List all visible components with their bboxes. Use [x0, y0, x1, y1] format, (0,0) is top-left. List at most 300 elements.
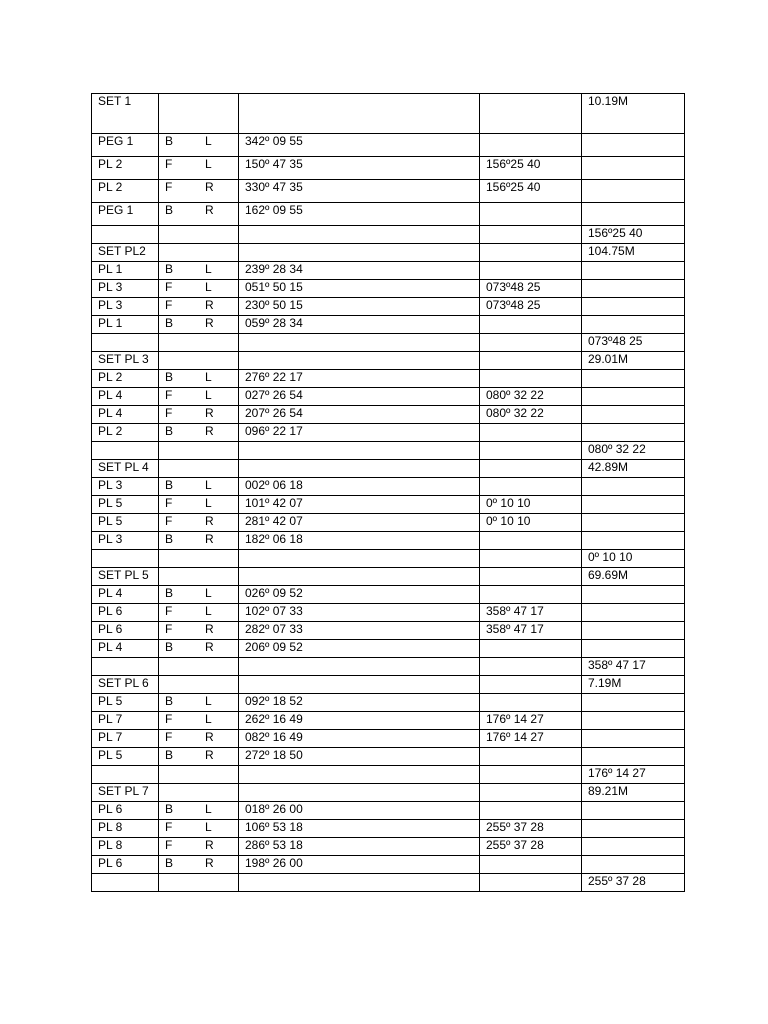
mean-cell: 073º48 25	[480, 298, 582, 316]
face-side-cell	[159, 478, 239, 496]
reading-cell	[239, 874, 480, 892]
table-row	[92, 676, 685, 694]
station-cell	[92, 334, 159, 352]
face-side-group	[165, 658, 238, 672]
face-side-group	[165, 622, 238, 636]
side-label: L	[205, 280, 212, 294]
table-row	[92, 262, 685, 280]
reading-cell	[239, 766, 480, 784]
table-row	[92, 604, 685, 622]
station-cell: PL 4	[92, 406, 159, 424]
side-label: L	[205, 694, 212, 708]
station-cell: PL 4	[92, 640, 159, 658]
face-label: B	[165, 856, 174, 870]
mean-cell: 255º 37 28	[480, 820, 582, 838]
table-row	[92, 352, 685, 370]
side-label: L	[205, 496, 212, 510]
face-side-group	[165, 496, 238, 510]
mean-cell: 0º 10 10	[480, 496, 582, 514]
result-cell	[582, 280, 685, 298]
face-label: F	[165, 730, 173, 744]
face-label: F	[165, 406, 173, 420]
table-row	[92, 496, 685, 514]
station-cell: PL 1	[92, 316, 159, 334]
mean-cell	[480, 802, 582, 820]
face-side-group	[165, 748, 238, 762]
station-cell: PL 2	[92, 370, 159, 388]
face-label: F	[165, 604, 173, 618]
table-row	[92, 424, 685, 442]
table-row	[92, 748, 685, 766]
mean-cell	[480, 94, 582, 134]
station-cell: PL 6	[92, 856, 159, 874]
mean-cell	[480, 262, 582, 280]
mean-cell: 176º 14 27	[480, 712, 582, 730]
reading-cell: 150º 47 35	[239, 157, 480, 180]
result-cell: 358º 47 17	[582, 658, 685, 676]
result-cell: 10.19M	[582, 94, 685, 134]
result-cell	[582, 514, 685, 532]
table-row	[92, 802, 685, 820]
result-cell	[582, 856, 685, 874]
face-side-cell	[159, 550, 239, 568]
reading-cell	[239, 442, 480, 460]
table-row	[92, 766, 685, 784]
face-side-cell	[159, 352, 239, 370]
side-label: L	[205, 712, 212, 726]
station-cell	[92, 226, 159, 244]
face-side-cell	[159, 694, 239, 712]
face-label: F	[165, 298, 173, 312]
mean-cell	[480, 334, 582, 352]
reading-cell	[239, 334, 480, 352]
reading-cell	[239, 94, 480, 134]
face-side-group	[165, 802, 238, 816]
mean-cell	[480, 352, 582, 370]
reading-cell	[239, 226, 480, 244]
reading-cell: 059º 28 34	[239, 316, 480, 334]
reading-cell	[239, 568, 480, 586]
face-side-cell	[159, 496, 239, 514]
station-cell: SET PL 6	[92, 676, 159, 694]
face-side-group	[165, 784, 238, 798]
table-row	[92, 388, 685, 406]
table-row	[92, 784, 685, 802]
face-side-cell	[159, 244, 239, 262]
result-cell: 42.89M	[582, 460, 685, 478]
result-cell: 29.01M	[582, 352, 685, 370]
face-side-group	[165, 550, 238, 564]
result-cell	[582, 262, 685, 280]
face-side-cell	[159, 748, 239, 766]
face-side-group	[165, 712, 238, 726]
station-cell	[92, 766, 159, 784]
side-label: L	[205, 370, 212, 384]
side-label: L	[205, 604, 212, 618]
face-side-cell	[159, 460, 239, 478]
reading-cell: 027º 26 54	[239, 388, 480, 406]
survey-traverse-table	[91, 93, 685, 892]
side-label: L	[205, 157, 212, 171]
table-row	[92, 586, 685, 604]
face-side-group	[165, 134, 238, 148]
reading-cell: 182º 06 18	[239, 532, 480, 550]
face-side-cell	[159, 820, 239, 838]
face-side-group	[165, 694, 238, 708]
mean-cell	[480, 203, 582, 226]
table-row	[92, 694, 685, 712]
face-side-group	[165, 406, 238, 420]
result-cell	[582, 298, 685, 316]
result-cell	[582, 640, 685, 658]
face-side-group	[165, 334, 238, 348]
mean-cell	[480, 316, 582, 334]
face-label: B	[165, 262, 174, 276]
result-cell: 69.69M	[582, 568, 685, 586]
mean-cell	[480, 676, 582, 694]
side-label: L	[205, 134, 212, 148]
result-cell	[582, 424, 685, 442]
survey-table-body	[92, 94, 685, 892]
side-label: R	[205, 316, 214, 330]
reading-cell	[239, 352, 480, 370]
side-label: R	[205, 748, 214, 762]
face-side-group	[165, 442, 238, 456]
reading-cell	[239, 244, 480, 262]
face-side-cell	[159, 514, 239, 532]
reading-cell	[239, 550, 480, 568]
table-row	[92, 298, 685, 316]
face-label: B	[165, 134, 174, 148]
result-cell: 89.21M	[582, 784, 685, 802]
face-label: F	[165, 180, 173, 194]
table-row	[92, 244, 685, 262]
mean-cell	[480, 460, 582, 478]
face-side-cell	[159, 334, 239, 352]
mean-cell: 176º 14 27	[480, 730, 582, 748]
face-side-group	[165, 203, 238, 217]
face-side-cell	[159, 586, 239, 604]
station-cell: PL 6	[92, 802, 159, 820]
face-side-cell	[159, 604, 239, 622]
station-cell	[92, 874, 159, 892]
result-cell	[582, 694, 685, 712]
mean-cell	[480, 134, 582, 157]
result-cell	[582, 406, 685, 424]
station-cell: SET PL 4	[92, 460, 159, 478]
result-cell	[582, 157, 685, 180]
side-label: L	[205, 820, 212, 834]
reading-cell: 082º 16 49	[239, 730, 480, 748]
side-label: R	[205, 856, 214, 870]
reading-cell: 018º 26 00	[239, 802, 480, 820]
face-label: F	[165, 838, 173, 852]
result-cell	[582, 802, 685, 820]
table-row	[92, 730, 685, 748]
face-side-group	[165, 856, 238, 870]
reading-cell: 272º 18 50	[239, 748, 480, 766]
mean-cell	[480, 442, 582, 460]
face-label: F	[165, 388, 173, 402]
face-side-cell	[159, 712, 239, 730]
reading-cell	[239, 658, 480, 676]
table-row	[92, 712, 685, 730]
face-side-group	[165, 94, 238, 108]
face-side-group	[165, 586, 238, 600]
result-cell	[582, 370, 685, 388]
station-cell: PL 3	[92, 298, 159, 316]
mean-cell: 358º 47 17	[480, 622, 582, 640]
face-side-group	[165, 730, 238, 744]
face-label: F	[165, 514, 173, 528]
mean-cell	[480, 856, 582, 874]
table-row	[92, 280, 685, 298]
table-row	[92, 640, 685, 658]
reading-cell: 162º 09 55	[239, 203, 480, 226]
reading-cell: 282º 07 33	[239, 622, 480, 640]
table-row	[92, 334, 685, 352]
result-cell: 156º25 40	[582, 226, 685, 244]
result-cell	[582, 712, 685, 730]
face-label: F	[165, 622, 173, 636]
station-cell: PL 5	[92, 694, 159, 712]
face-label: B	[165, 203, 174, 217]
mean-cell	[480, 568, 582, 586]
station-cell: SET PL 3	[92, 352, 159, 370]
face-label: F	[165, 712, 173, 726]
face-side-cell	[159, 766, 239, 784]
result-cell	[582, 134, 685, 157]
station-cell: SET PL2	[92, 244, 159, 262]
face-label: F	[165, 496, 173, 510]
mean-cell	[480, 874, 582, 892]
mean-cell	[480, 532, 582, 550]
result-cell	[582, 586, 685, 604]
face-side-group	[165, 226, 238, 240]
reading-cell: 198º 26 00	[239, 856, 480, 874]
station-cell: PL 2	[92, 424, 159, 442]
station-cell: PL 2	[92, 180, 159, 203]
reading-cell: 002º 06 18	[239, 478, 480, 496]
mean-cell	[480, 640, 582, 658]
face-side-group	[165, 874, 238, 888]
reading-cell: 096º 22 17	[239, 424, 480, 442]
station-cell: PL 8	[92, 838, 159, 856]
mean-cell: 255º 37 28	[480, 838, 582, 856]
face-side-cell	[159, 370, 239, 388]
mean-cell: 156º25 40	[480, 180, 582, 203]
face-side-group	[165, 478, 238, 492]
reading-cell	[239, 676, 480, 694]
face-side-cell	[159, 280, 239, 298]
face-side-cell	[159, 658, 239, 676]
mean-cell	[480, 226, 582, 244]
reading-cell: 051º 50 15	[239, 280, 480, 298]
face-side-cell	[159, 676, 239, 694]
face-side-cell	[159, 784, 239, 802]
face-side-group	[165, 262, 238, 276]
face-label: B	[165, 370, 174, 384]
face-side-group	[165, 180, 238, 194]
side-label: R	[205, 514, 214, 528]
face-side-cell	[159, 640, 239, 658]
reading-cell: 342º 09 55	[239, 134, 480, 157]
mean-cell: 080º 32 22	[480, 388, 582, 406]
face-label: B	[165, 316, 174, 330]
result-cell	[582, 820, 685, 838]
face-side-group	[165, 460, 238, 474]
table-row	[92, 460, 685, 478]
result-cell: 255º 37 28	[582, 874, 685, 892]
face-side-group	[165, 514, 238, 528]
table-row	[92, 226, 685, 244]
table-row	[92, 514, 685, 532]
station-cell: PL 5	[92, 748, 159, 766]
face-side-group	[165, 820, 238, 834]
mean-cell: 073º48 25	[480, 280, 582, 298]
face-side-cell	[159, 622, 239, 640]
face-side-group	[165, 424, 238, 438]
table-row	[92, 203, 685, 226]
face-side-group	[165, 838, 238, 852]
reading-cell: 101º 42 07	[239, 496, 480, 514]
face-side-cell	[159, 532, 239, 550]
side-label: R	[205, 298, 214, 312]
table-row	[92, 316, 685, 334]
face-side-cell	[159, 838, 239, 856]
station-cell: PL 7	[92, 712, 159, 730]
face-side-cell	[159, 316, 239, 334]
side-label: L	[205, 262, 212, 276]
station-cell: PL 4	[92, 586, 159, 604]
reading-cell: 281º 42 07	[239, 514, 480, 532]
result-cell: 104.75M	[582, 244, 685, 262]
table-row	[92, 442, 685, 460]
face-side-cell	[159, 94, 239, 134]
table-row	[92, 820, 685, 838]
face-side-group	[165, 352, 238, 366]
face-side-cell	[159, 856, 239, 874]
station-cell: PEG 1	[92, 203, 159, 226]
reading-cell	[239, 784, 480, 802]
face-side-cell	[159, 730, 239, 748]
face-side-group	[165, 388, 238, 402]
face-label: B	[165, 532, 174, 546]
face-side-group	[165, 316, 238, 330]
face-side-group	[165, 298, 238, 312]
result-cell: 176º 14 27	[582, 766, 685, 784]
side-label: L	[205, 802, 212, 816]
result-cell	[582, 532, 685, 550]
station-cell	[92, 550, 159, 568]
station-cell	[92, 442, 159, 460]
mean-cell: 0º 10 10	[480, 514, 582, 532]
reading-cell	[239, 460, 480, 478]
station-cell: PL 5	[92, 514, 159, 532]
face-side-cell	[159, 388, 239, 406]
result-cell	[582, 180, 685, 203]
mean-cell	[480, 694, 582, 712]
face-label: B	[165, 694, 174, 708]
side-label: R	[205, 203, 214, 217]
mean-cell	[480, 586, 582, 604]
face-side-cell	[159, 802, 239, 820]
face-side-group	[165, 766, 238, 780]
face-side-cell	[159, 157, 239, 180]
table-row	[92, 568, 685, 586]
result-cell	[582, 496, 685, 514]
reading-cell: 276º 22 17	[239, 370, 480, 388]
table-row	[92, 622, 685, 640]
mean-cell: 156º25 40	[480, 157, 582, 180]
result-cell: 080º 32 22	[582, 442, 685, 460]
result-cell	[582, 748, 685, 766]
table-row	[92, 658, 685, 676]
face-side-cell	[159, 180, 239, 203]
face-label: B	[165, 424, 174, 438]
reading-cell: 262º 16 49	[239, 712, 480, 730]
face-side-cell	[159, 874, 239, 892]
face-side-group	[165, 157, 238, 171]
side-label: R	[205, 640, 214, 654]
face-label: F	[165, 280, 173, 294]
side-label: R	[205, 532, 214, 546]
side-label: L	[205, 388, 212, 402]
face-side-group	[165, 244, 238, 258]
table-row	[92, 134, 685, 157]
result-cell	[582, 838, 685, 856]
reading-cell: 207º 26 54	[239, 406, 480, 424]
reading-cell: 026º 09 52	[239, 586, 480, 604]
reading-cell: 330º 47 35	[239, 180, 480, 203]
face-side-cell	[159, 406, 239, 424]
station-cell: PL 3	[92, 280, 159, 298]
mean-cell	[480, 370, 582, 388]
reading-cell: 286º 53 18	[239, 838, 480, 856]
mean-cell	[480, 550, 582, 568]
station-cell: SET PL 7	[92, 784, 159, 802]
result-cell	[582, 730, 685, 748]
station-cell: PL 7	[92, 730, 159, 748]
mean-cell	[480, 244, 582, 262]
station-cell: PL 4	[92, 388, 159, 406]
face-label: B	[165, 640, 174, 654]
face-side-cell	[159, 134, 239, 157]
face-side-group	[165, 604, 238, 618]
station-cell: PL 6	[92, 604, 159, 622]
table-row	[92, 94, 685, 134]
face-side-cell	[159, 262, 239, 280]
side-label: R	[205, 180, 214, 194]
table-row	[92, 406, 685, 424]
table-row	[92, 874, 685, 892]
face-side-cell	[159, 442, 239, 460]
station-cell: SET 1	[92, 94, 159, 134]
result-cell	[582, 622, 685, 640]
side-label: R	[205, 406, 214, 420]
side-label: R	[205, 424, 214, 438]
result-cell	[582, 478, 685, 496]
station-cell	[92, 658, 159, 676]
face-side-cell	[159, 203, 239, 226]
face-label: B	[165, 802, 174, 816]
station-cell: PL 3	[92, 478, 159, 496]
table-row	[92, 838, 685, 856]
table-row	[92, 157, 685, 180]
result-cell: 073º48 25	[582, 334, 685, 352]
side-label: R	[205, 730, 214, 744]
station-cell: PL 6	[92, 622, 159, 640]
